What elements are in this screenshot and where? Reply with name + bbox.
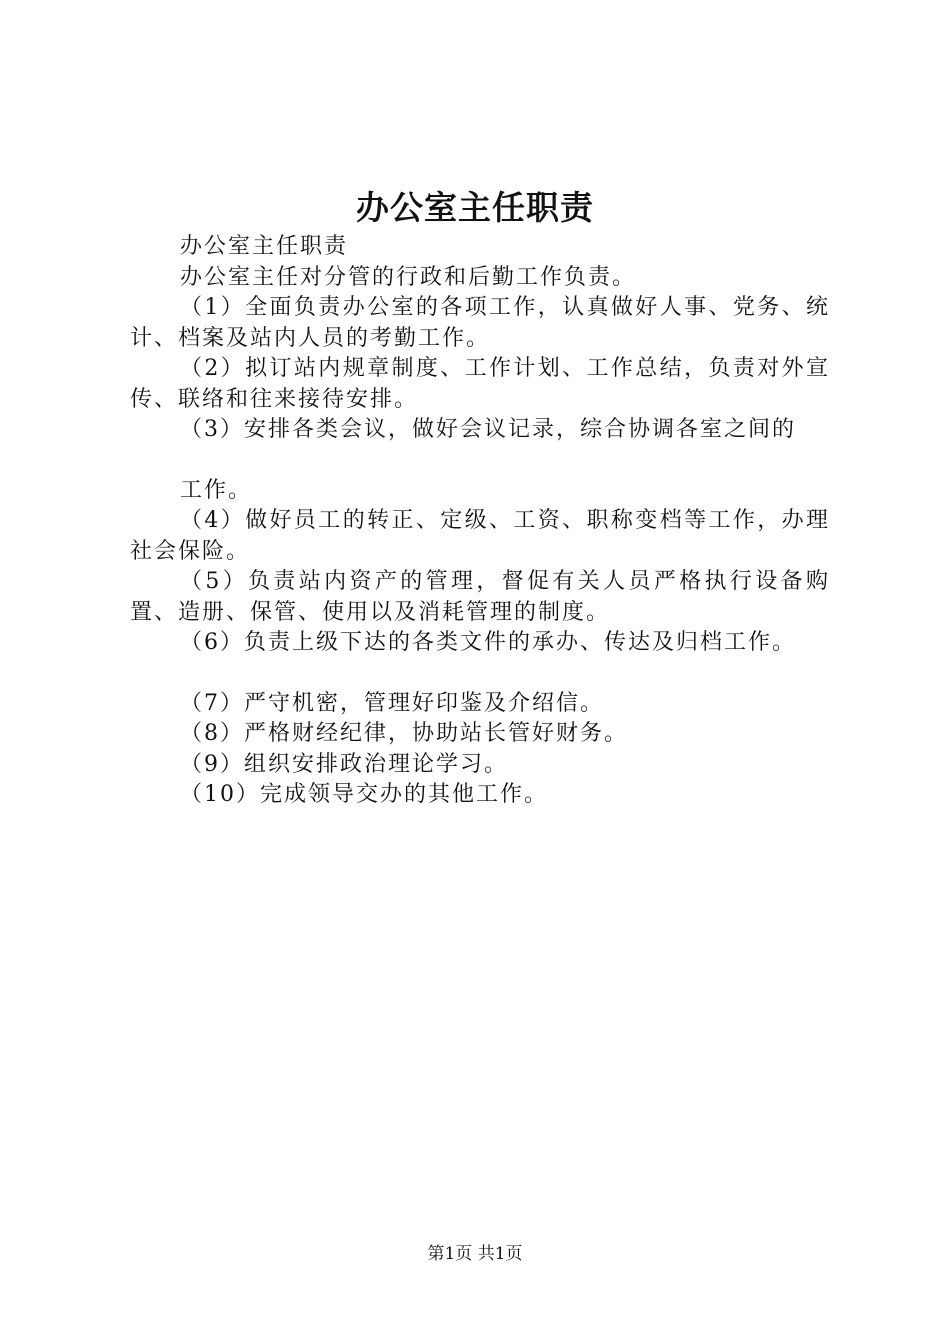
paragraph-item-7: （7）严守机密，管理好印鉴及介绍信。 bbox=[180, 690, 604, 716]
paragraph-item-6: （6）负责上级下达的各类文件的承办、传达及归档工作。 bbox=[180, 630, 796, 655]
page-title: 办公室主任职责 bbox=[356, 188, 594, 227]
paragraph-intro: 办公室主任对分管的行政和后勤工作负责。 bbox=[180, 264, 637, 290]
paragraph-heading: 办公室主任职责 bbox=[180, 234, 349, 259]
paragraph-item-3: （3）安排各类会议，做好会议记录，综合协调各室之间的 bbox=[180, 417, 796, 442]
paragraph-item-4: （4）做好员工的转正、定级、工资、职称变档等工作，办理社会保险。 bbox=[130, 508, 830, 564]
paragraph-item-1: （1）全面负责办公室的各项工作，认真做好人事、党务、统计、档案及站内人员的考勤工作。 bbox=[130, 295, 830, 351]
page-footer: 第1页 共1页 bbox=[427, 1244, 523, 1264]
document-body bbox=[130, 232, 830, 811]
paragraph-item-10: （10）完成领导交办的其他工作。 bbox=[180, 782, 548, 807]
paragraph-item-9: （9）组织安排政治理论学习。 bbox=[180, 751, 508, 777]
paragraph-item-8: （8）严格财经纪律，协助站长管好财务。 bbox=[180, 721, 628, 746]
paragraph-item-5: （5）负责站内资产的管理，督促有关人员严格执行设备购置、造册、保管、使用以及消耗管理的制度。 bbox=[130, 569, 830, 625]
paragraph-item-2: （2）拟订站内规章制度、工作计划、工作总结，负责对外宣传、联络和往来接待安排。 bbox=[130, 356, 830, 412]
paragraph-item-3-continued: 工作。 bbox=[180, 477, 253, 503]
